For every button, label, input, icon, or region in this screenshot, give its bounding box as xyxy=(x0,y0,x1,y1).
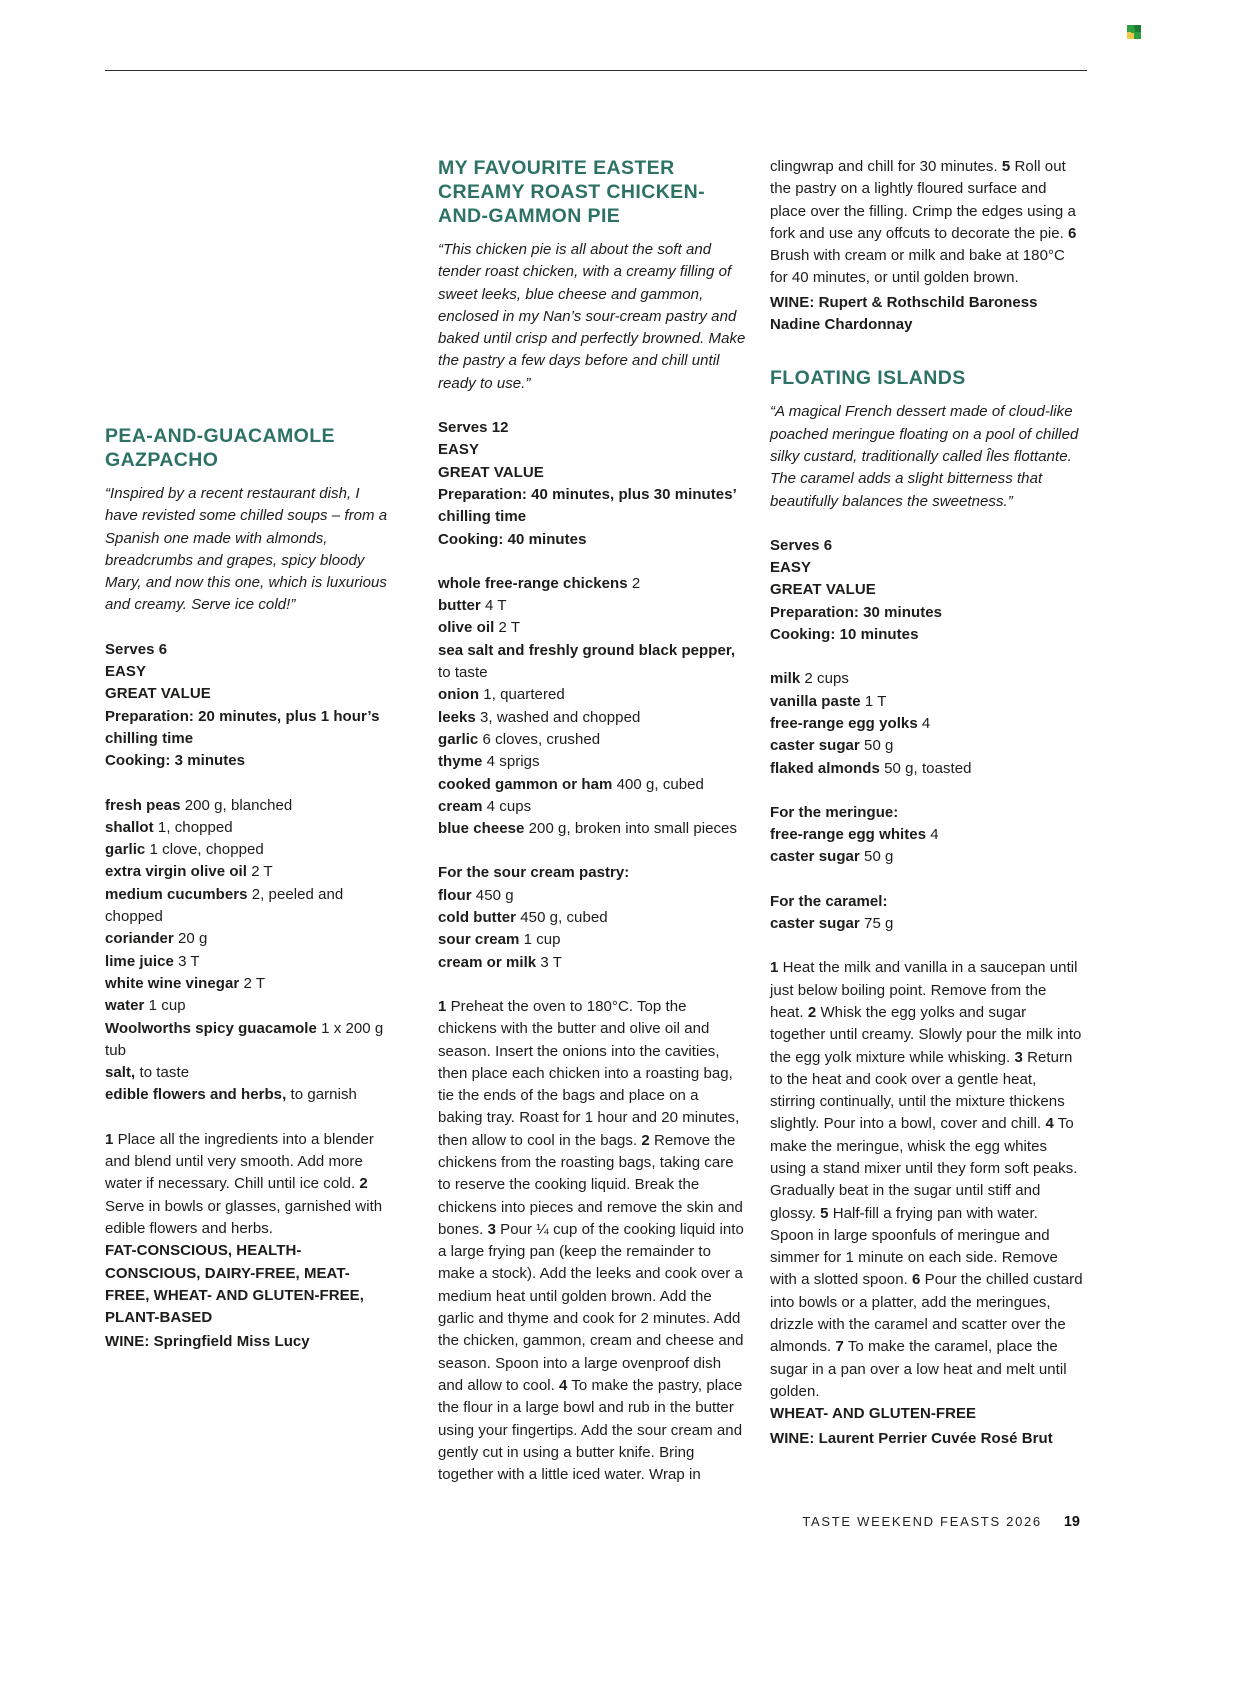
recipe-meta-line: Serves 6 xyxy=(105,640,168,658)
ingredient-item: blue cheese 200 g, broken into small pieces xyxy=(438,820,737,838)
recipe-meta-line: GREAT VALUE xyxy=(438,463,544,481)
recipe-meta-line: Cooking: 10 minutes xyxy=(770,626,919,644)
method-paragraph: 1 Place all the ingredients into a blender and blend until very smooth. Add more water if necessary. Chill until ice cold. 2 Serve in bowls or glasses, garnished with edible flowers and herbs. xyxy=(105,1130,383,1237)
ingredient-item: shallot 1, chopped xyxy=(105,818,233,836)
ingredient-item: Woolworths spicy guacamole 1 x 200 g tub xyxy=(105,1019,384,1059)
recipe-meta-line: Preparation: 40 minutes, plus 30 minutes’ chilling time xyxy=(438,485,736,526)
ingredient-item: free-range egg yolks 4 xyxy=(770,714,931,732)
recipe-meta-line: GREAT VALUE xyxy=(770,581,876,599)
recipe-meta-line: Serves 6 xyxy=(770,536,833,554)
recipe-intro: “Inspired by a recent restaurant dish, I have revisted some chilled soups – from a Spanish one made with almonds, breadcrumbs and grapes, spicy bloody Mary, and now this one, which is luxurious and creamy. Serve ice cold!” xyxy=(105,485,388,614)
ingredient-item: garlic 1 clove, chopped xyxy=(105,841,264,859)
ingredient-list xyxy=(105,795,393,1107)
ingredient-item: olive oil 2 T xyxy=(438,619,521,637)
method-paragraph: clingwrap and chill for 30 minutes. 5 Roll out the pastry on a lightly floured surface and place over the filling. Crimp the edges using a fork and use any offcuts to decorate the pie. 6 Brush with cream or milk and bake at 180°C for 40 minutes, or until golden brown. xyxy=(770,158,1077,287)
ingredient-item: flour 450 g xyxy=(438,886,514,904)
ingredient-item: white wine vinegar 2 T xyxy=(105,974,266,992)
ingredient-item: butter 4 T xyxy=(438,597,507,615)
recipe-meta-line: Cooking: 3 minutes xyxy=(105,752,246,770)
recipe-title: PEA-AND-GUACAMOLE GAZPACHO xyxy=(105,425,335,471)
ingredient-item: whole free-range chickens 2 xyxy=(438,574,641,592)
ingredient-item: cream 4 cups xyxy=(438,797,532,815)
recipe-meta xyxy=(770,535,1083,646)
recipe-meta xyxy=(438,417,746,551)
ingredient-item: caster sugar 50 g xyxy=(770,737,894,755)
recipe-meta-line: Serves 12 xyxy=(438,419,509,437)
ingredient-item: coriander 20 g xyxy=(105,930,208,948)
recipe-meta-line: EASY xyxy=(770,559,812,577)
ingredient-item: lime juice 3 T xyxy=(105,952,200,970)
ingredient-item: extra virgin olive oil 2 T xyxy=(105,863,273,881)
recipe-column-middle xyxy=(438,156,746,1486)
ingredient-item: edible flowers and herbs, to garnish xyxy=(105,1086,357,1104)
recipe-meta-line: EASY xyxy=(105,663,147,681)
ingredient-list xyxy=(438,573,746,841)
ingredient-item: water 1 cup xyxy=(105,997,186,1015)
ingredient-item: onion 1, quartered xyxy=(438,686,565,704)
recipe-meta-line: GREAT VALUE xyxy=(105,685,211,703)
ingredient-item: salt, to taste xyxy=(105,1064,190,1082)
ingredient-item: sea salt and freshly ground black pepper, to taste xyxy=(438,641,736,682)
dietary-tags: WHEAT- AND GLUTEN-FREE xyxy=(770,1405,977,1423)
recipe-meta-line: Preparation: 30 minutes xyxy=(770,603,943,621)
spacer xyxy=(770,336,1083,366)
recipe-intro: “This chicken pie is all about the soft and tender roast chicken, with a creamy filling of sweet leeks, blue cheese and gammon, enclosed in my Nan’s sour-cream pastry and baked until crisp and perfectly browned. Make the pastry a few days before and chill until ready to use.” xyxy=(438,241,746,392)
method-paragraph: 1 Preheat the oven to 180°C. Top the chickens with the butter and olive oil and season. Insert the onions into the cavities, then place each chicken into a roasting bag, tie the ends of the bags and place on a baking tray. Roast for 1 hour and 20 minutes, then allow to cool in the bags. 2 Remove the chickens from the roasting bags, taking care to reserve the cooking liquid. Break the chickens into pieces and remove the skin and bones. 3 Pour ¼ cup of the cooking liquid into a large frying pan (keep the remainder to make a stock). Add the leeks and cook over a medium heat until golden brown. Add the garlic and thyme and cook for 2 minutes. Add the chicken, gammon, cream and cheese and season. Spoon into a large ovenproof dish and allow to cool. 4 To make the pastry, place the flour in a large bowl and rub in the butter using your fingertips. Add the sour cream and gently cut in using a butter knife. Bring together with a little iced water. Wrap in xyxy=(438,997,744,1484)
ingredient-item: leeks 3, washed and chopped xyxy=(438,708,641,726)
recipe-meta xyxy=(105,639,393,773)
ingredient-group-heading: For the caramel: xyxy=(770,892,888,910)
ingredient-item: milk 2 cups xyxy=(770,670,849,688)
recipe-title: MY FAVOURITE EASTER CREAMY ROAST CHICKEN-AND-GAMMON PIE xyxy=(438,157,705,227)
page-number: 19 xyxy=(1063,1514,1080,1530)
ingredient-list xyxy=(770,891,1083,936)
ingredient-item: flaked almonds 50 g, toasted xyxy=(770,759,972,777)
ingredient-item: garlic 6 cloves, crushed xyxy=(438,730,601,748)
method-paragraph: 1 Heat the milk and vanilla in a saucepan until just below boiling point. Remove from the heat. 2 Whisk the egg yolks and sugar together until creamy. Slowly pour the milk into the egg yolk mixture while whisking. 3 Return to the heat and cook over a gentle heat, stirring continually, until the mixture thickens slightly. Pour into a bowl, cover and chill. 4 To make the meringue, whisk the egg whites using a stand mixer until they form soft peaks. Gradually beat in the sugar until stiff and glossy. 5 Half-fill a frying pan with water. Spoon in large spoonfuls of meringue and simmer for 1 minute on each side. Remove with a slotted spoon. 6 Pour the chilled custard into bowls or a platter, add the meringues, drizzle with the caramel and scatter over the almonds. 7 To make the caramel, place the sugar in a pan over a low heat and melt until golden. xyxy=(770,959,1083,1400)
page-footer xyxy=(802,1514,1080,1530)
ingredient-item: medium cucumbers 2, peeled and chopped xyxy=(105,885,344,926)
publisher-logo-icon xyxy=(1127,25,1141,39)
ingredient-item: cooked gammon or ham 400 g, cubed xyxy=(438,775,704,793)
ingredient-list xyxy=(770,802,1083,869)
ingredient-item: free-range egg whites 4 xyxy=(770,826,939,844)
ingredient-item: cream or milk 3 T xyxy=(438,953,562,971)
recipe-meta-line: Preparation: 20 minutes, plus 1 hour’s chilling time xyxy=(105,707,380,747)
ingredient-item: caster sugar 50 g xyxy=(770,848,894,866)
recipe-intro: “A magical French dessert made of cloud-like poached meringue floating on a pool of chilled silky custard, traditionally called Îles flottante. The caramel adds a slight bitterness that beautifully balances the sweetness.” xyxy=(770,403,1079,510)
wine-pairing: WINE: Springfield Miss Lucy xyxy=(105,1333,310,1351)
ingredient-list xyxy=(770,668,1083,779)
ingredient-item: vanilla paste 1 T xyxy=(770,692,887,710)
recipe-meta-line: EASY xyxy=(438,441,480,459)
ingredient-item: fresh peas 200 g, blanched xyxy=(105,796,293,814)
footer-title: TASTE WEEKEND FEASTS 2026 xyxy=(802,1514,1042,1529)
ingredient-item: sour cream 1 cup xyxy=(438,931,561,949)
recipe-title: FLOATING ISLANDS xyxy=(770,367,966,390)
ingredient-group-heading: For the sour cream pastry: xyxy=(438,864,630,882)
top-divider xyxy=(105,70,1087,71)
wine-pairing: WINE: Rupert & Rothschild Baroness Nadine Chardonnay xyxy=(770,293,1038,334)
recipe-column-left xyxy=(105,424,393,1354)
ingredient-item: cold butter 450 g, cubed xyxy=(438,909,608,927)
wine-pairing: WINE: Laurent Perrier Cuvée Rosé Brut xyxy=(770,1429,1053,1447)
dietary-tags: FAT-CONSCIOUS, HEALTH-CONSCIOUS, DAIRY-FREE, MEAT-FREE, WHEAT- AND GLUTEN-FREE, PLANT-BASED xyxy=(105,1242,364,1327)
ingredient-list xyxy=(438,862,746,973)
recipe-column-right xyxy=(770,156,1083,1450)
ingredient-item: caster sugar 75 g xyxy=(770,915,894,933)
ingredient-group-heading: For the meringue: xyxy=(770,803,899,821)
ingredient-item: thyme 4 sprigs xyxy=(438,753,540,771)
recipe-meta-line: Cooking: 40 minutes xyxy=(438,530,587,548)
